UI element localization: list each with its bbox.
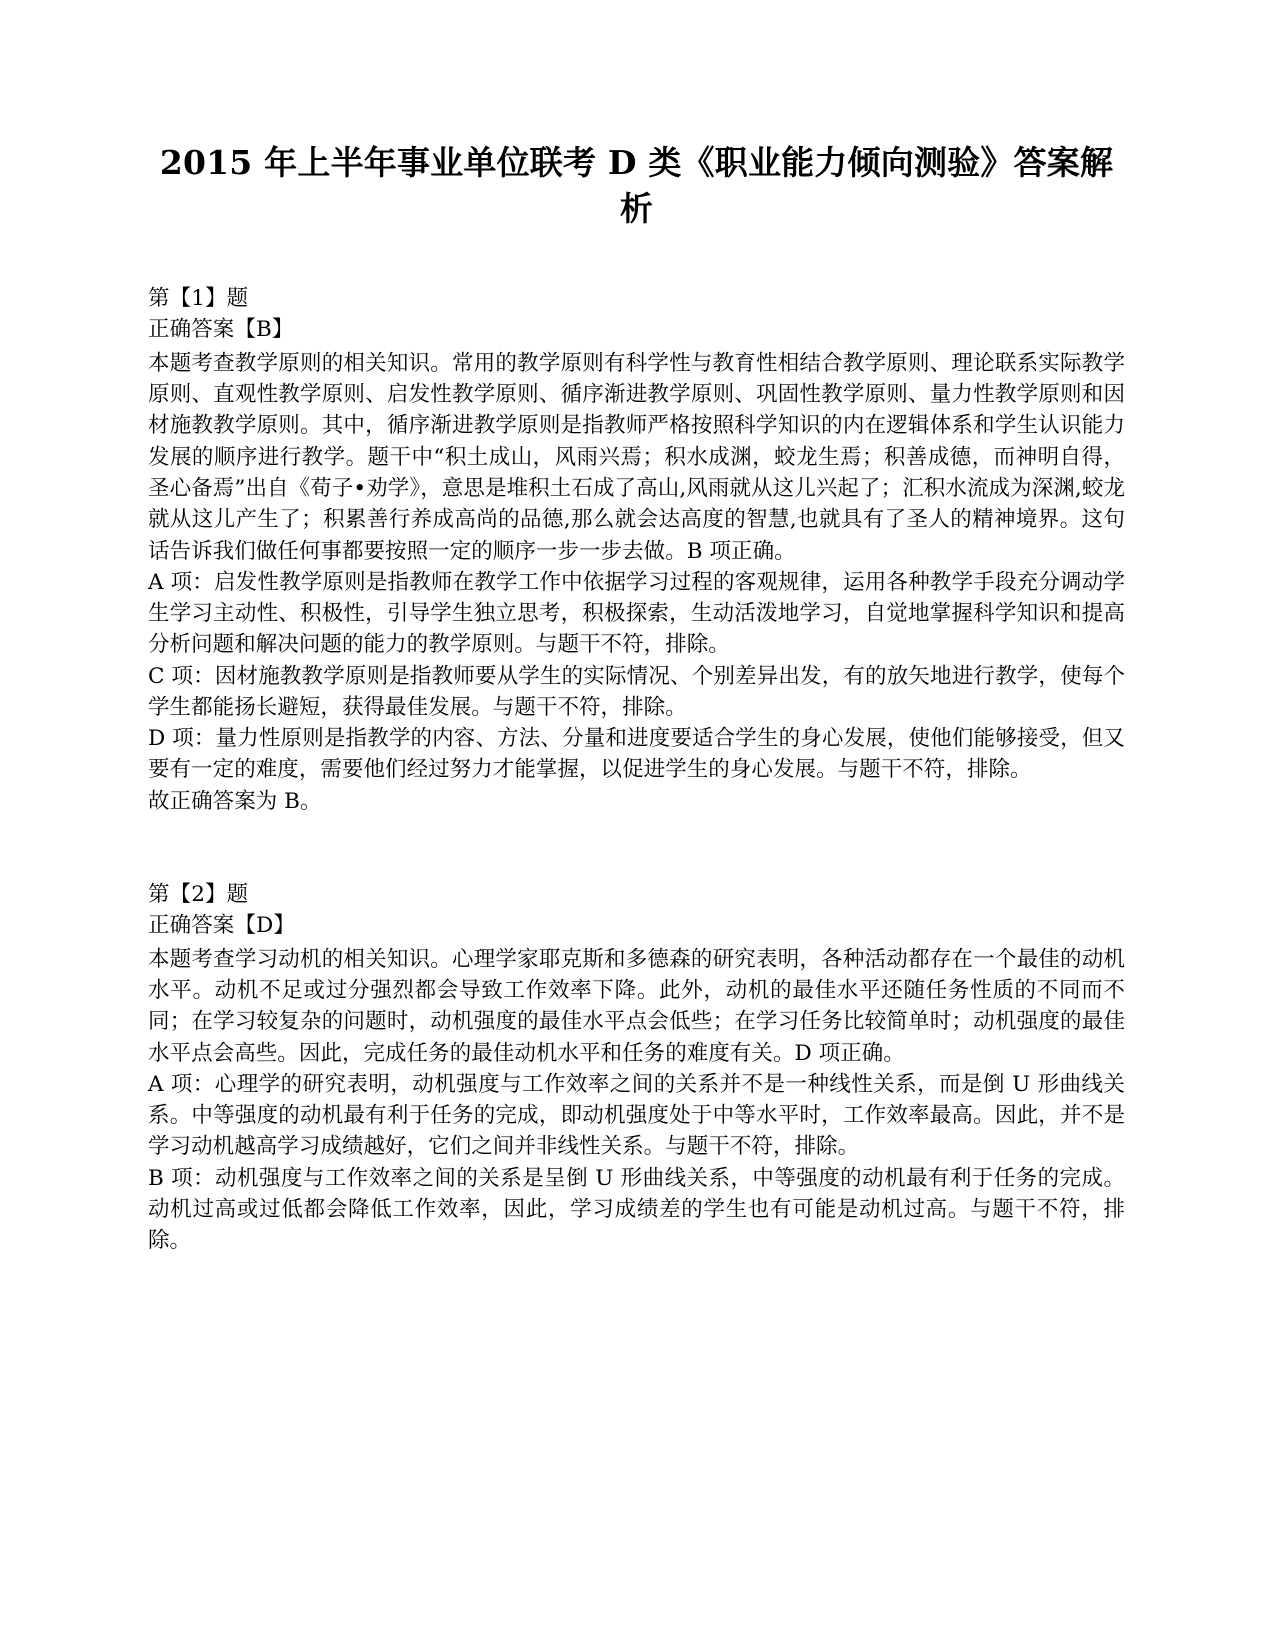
explanation-paragraph: 本题考查教学原则的相关知识。常用的教学原则有科学性与教育性相结合教学原则、理论联系实际教学原则、直观性教学原则、启发性教学原则、循序渐进教学原则、巩固性教学原则、量力性教学原则和因材施教教学原则。其中，循序渐进教学原则是指教师严格按照科学知识的内在逻辑体系和学生认识能力发展的顺序进行教学。题干中“积土成山，风雨兴焉；积水成渊，蛟龙生焉；积善成德，而神明自得，圣心备焉”出自《荀子•劝学》，意思是堆积土石成了高山,风雨就从这儿兴起了；汇积水流成为深渊,蛟龙就从这儿产生了；积累善行养成高尚的品德,那么就会达高度的智慧,也就具有了圣人的精神境界。这句话告诉我们做任何事都要按照一定的顺序一步一步去做。B 项正确。	[148, 350, 1125, 564]
option-b-explanation: B 项：动机强度与工作效率之间的关系是呈倒 U 形曲线关系，中等强度的动机最有利于任务的完成。动机过高或过低都会降低工作效率，因此，学习成绩差的学生也有可能是动机过高。与题干不符，排除。	[148, 1165, 1125, 1254]
explanation-paragraph: 本题考查学习动机的相关知识。心理学家耶克斯和多德森的研究表明，各种活动都存在一个最佳的动机水平。动机不足或过分强烈都会导致工作效率下降。此外，动机的最佳水平还随任务性质的不同而不同；在学习较复杂的问题时，动机强度的最佳水平点会低些；在学习任务比较简单时；动机强度的最佳水平点会高些。因此，完成任务的最佳动机水平和任务的难度有关。D 项正确。	[148, 946, 1125, 1066]
option-a-explanation: A 项：心理学的研究表明，动机强度与工作效率之间的关系并不是一种线性关系，而是倒 U 形曲线关系。中等强度的动机最有利于任务的完成，即动机强度处于中等水平时，工作效率最高。因此，并不是学习动机越高学习成绩越好，它们之间并非线性关系。与题干不符，排除。	[148, 1071, 1125, 1160]
question-number-2: 第【2】题	[148, 882, 249, 908]
question-block-2	[148, 879, 1125, 1257]
correct-answer-2: 正确答案【D】	[148, 913, 295, 939]
option-d-explanation: D 项：量力性原则是指教学的内容、方法、分量和进度要适合学生的身心发展，使他们能够接受，但又要有一定的难度，需要他们经过努力才能掌握，以促进学生的身心发展。与题干不符，排除。	[148, 726, 1125, 783]
question-number-1: 第【1】题	[148, 286, 249, 312]
option-c-explanation: C 项：因材施教教学原则是指教师要从学生的实际情况、个别差异出发，有的放矢地进行教学，使每个学生都能扬长避短，获得最佳发展。与题干不符，排除。	[148, 663, 1125, 720]
correct-answer-1: 正确答案【B】	[148, 317, 294, 343]
question-block-1	[148, 283, 1125, 817]
conclusion-line: 故正确答案为 B。	[148, 788, 322, 814]
page-title: 2015 年上半年事业单位联考 D 类《职业能力倾向测验》答案解析	[159, 143, 1114, 228]
option-a-explanation: A 项：启发性教学原则是指教师在教学工作中依据学习过程的客观规律，运用各种教学手段充分调动学生学习主动性、积极性，引导学生独立思考，积极探索，生动活泼地学习，自觉地掌握科学知识和提高分析问题和解决问题的能力的教学原则。与题干不符，排除。	[148, 569, 1125, 658]
